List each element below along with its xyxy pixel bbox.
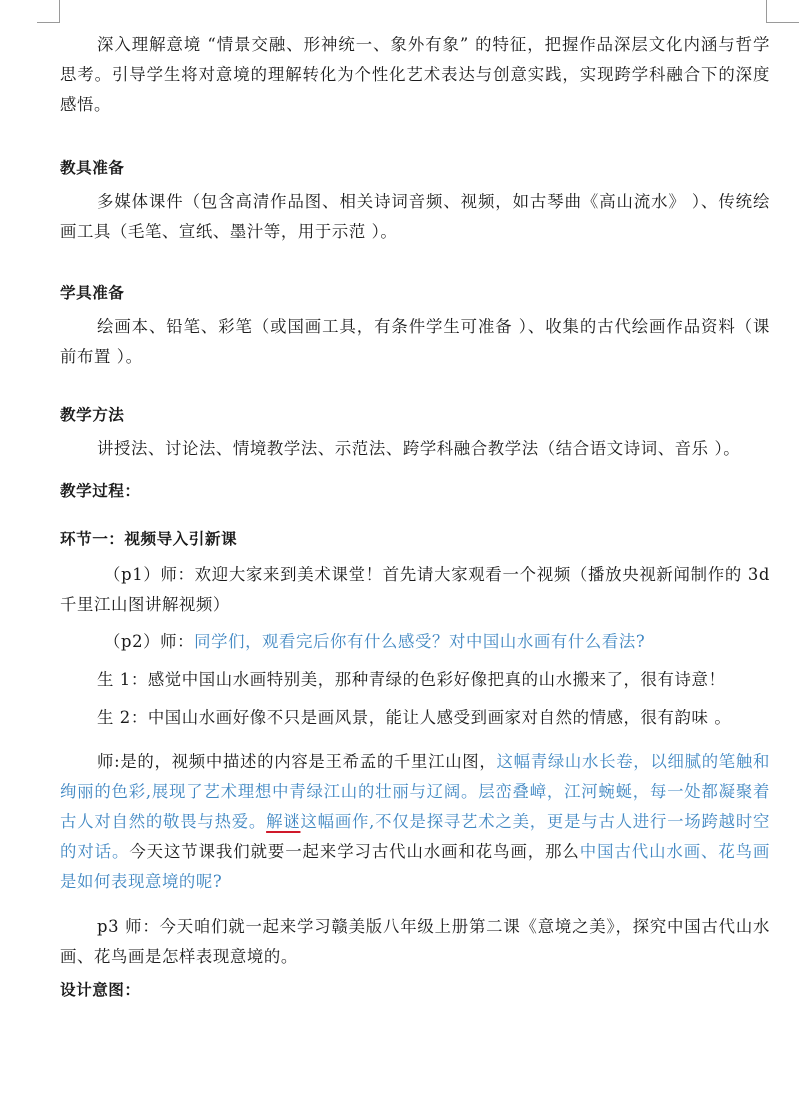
teacher-description: 这幅青绿山水长卷，以细腻的笔触和绚丽的色彩,展现了艺术理想中青绿江山的壮丽与辽阔。层峦叠嶂，江河蜿蜒，每一处都凝聚着古人对自然的敬畏与热爱。 xyxy=(60,752,770,831)
document-page xyxy=(60,30,770,1003)
process-heading: 教学过程： xyxy=(60,482,141,500)
student-tools-paragraph: 绘画本、铅笔、彩笔（或国画工具，有条件学生可准备 ）、收集的古代绘画作品资料（课前布置 ）。 xyxy=(60,317,770,366)
teacher-question: 中国古代山水画、花鸟画是如何表现意境的呢? xyxy=(60,842,771,891)
p2-paragraph xyxy=(60,627,770,657)
methods-heading: 教学方法 xyxy=(60,406,125,424)
page-corner-mark-right-horizontal xyxy=(766,22,799,23)
section1-heading: 环节一：视频导入引新课 xyxy=(60,530,238,548)
design-heading: 设计意图： xyxy=(60,981,141,999)
intro-paragraph: 深入理解意境 “情景交融、形神统一、象外有象” 的特征，把握作品深层文化内涵与哲学思考。引导学生将对意境的理解转化为个性化艺术表达与创意实践，实现跨学科融合下的深度感悟。 xyxy=(60,35,770,114)
page-corner-mark-left-horizontal xyxy=(37,22,60,23)
teacher-underlined-word: 解谜 xyxy=(266,812,301,831)
p2-question: 同学们，观看完后你有什么感受？对中国山水画有什么看法? xyxy=(194,632,646,651)
student1-paragraph: 生 1：感觉中国山水画特别美，那种青绿的色彩好像把真的山水搬来了，很有诗意！ xyxy=(97,670,726,689)
page-corner-mark-right-vertical xyxy=(766,0,767,22)
teacher-paragraph xyxy=(60,747,770,897)
teacher-dialogue: 这幅画作,不仅是探寻艺术之美，更是与古人进行一场跨越时空的对话。 xyxy=(60,812,771,861)
tools-paragraph: 多媒体课件（包含高清作品图、相关诗词音频、视频，如古琴曲《高山流水》 ）、传统绘画工具（毛笔、宣纸、墨汁等，用于示范 ）。 xyxy=(60,192,770,241)
p1-paragraph: （p1）师：欢迎大家来到美术课堂！首先请大家观看一个视频（播放央视新闻制作的 3d 千里江山图讲解视频） xyxy=(60,565,770,614)
p3-paragraph: p3 师：今天咱们就一起来学习赣美版八年级上册第二课《意境之美》，探究中国古代山水画、花鸟画是怎样表现意境的。 xyxy=(60,917,770,966)
methods-paragraph: 讲授法、讨论法、情境教学法、示范法、跨学科融合教学法（结合语文诗词、音乐 ）。 xyxy=(97,439,741,458)
teacher-lesson-intro: 今天这节课我们就要一起来学习古代山水画和花鸟画，那么 xyxy=(129,842,580,861)
teacher-intro: 师:是的，视频中描述的内容是王希孟的千里江山图， xyxy=(97,752,497,771)
student-tools-heading: 学具准备 xyxy=(60,284,125,302)
tools-heading: 教具准备 xyxy=(60,159,125,177)
student2-paragraph: 生 2：中国山水画好像不只是画风景，能让人感受到画家对自然的情感，很有韵味 。 xyxy=(97,708,732,727)
p2-speaker: （p2）师： xyxy=(104,632,195,651)
page-corner-mark-left-vertical xyxy=(59,0,60,22)
